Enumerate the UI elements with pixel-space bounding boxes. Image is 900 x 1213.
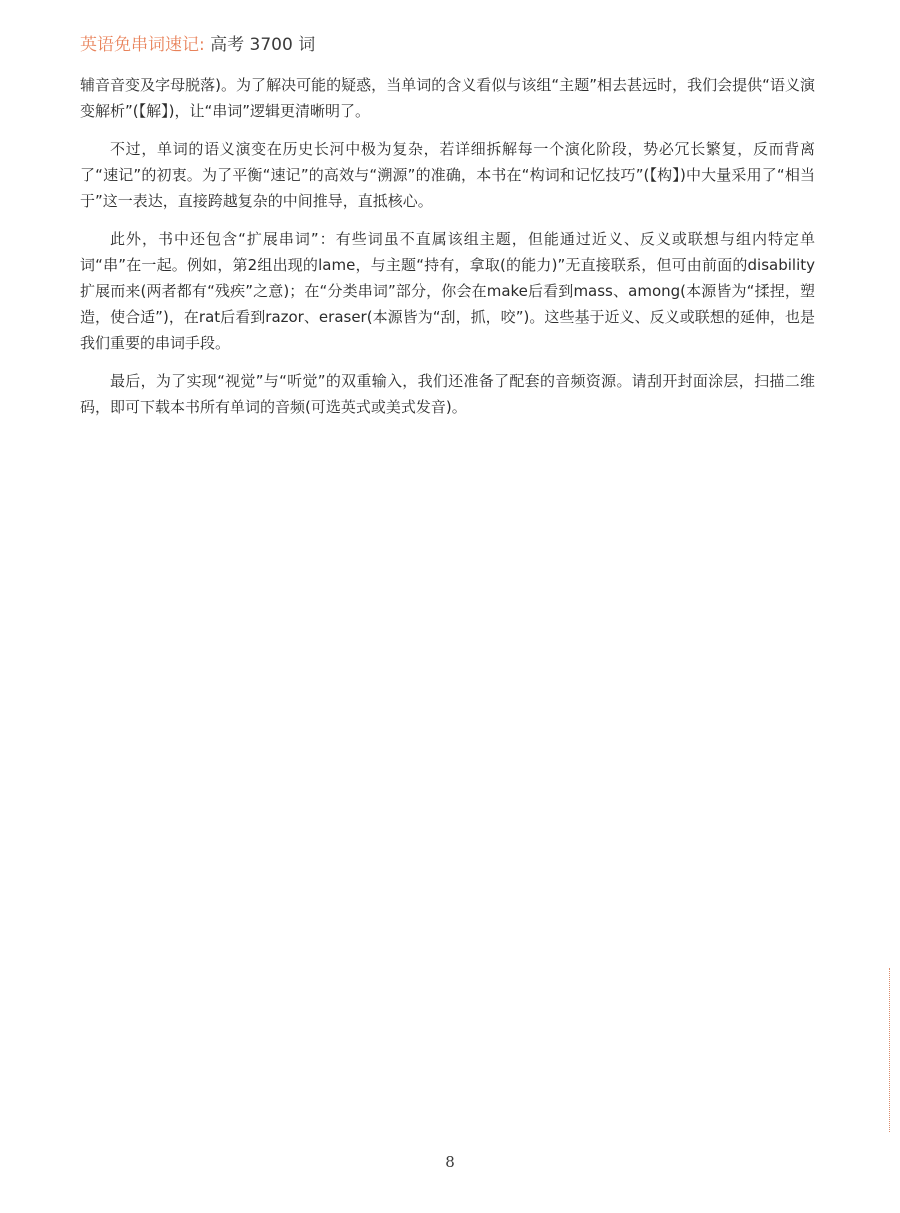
- page-number: 8: [445, 1153, 455, 1171]
- book-series-title: 英语免串词速记:: [80, 35, 205, 55]
- page-edge-dotted-line: [889, 968, 890, 1132]
- paragraph: 不过，单词的语义演变在历史长河中极为复杂，若详细拆解每一个演化阶段，势必冗长繁复，反而背离了“速记”的初衷。为了平衡“速记”的高效与“溯源”的准确，本书在“构词和记忆技巧”(【构】)中大量采用了“相当于”这一表达，直接跨越复杂的中间推导，直抵核心。: [80, 140, 815, 210]
- book-volume-title: 高考 3700 词: [210, 35, 316, 55]
- paragraph: 最后，为了实现“视觉”与“听觉”的双重输入，我们还准备了配套的音频资源。请刮开封面涂层，扫描二维码，即可下载本书所有单词的音频(可选英式或美式发音)。: [80, 372, 815, 416]
- running-header: [80, 34, 315, 56]
- paragraph-continued: 辅音音变及字母脱落)。为了解决可能的疑惑，当单词的含义看似与该组“主题”相去甚远时，我们会提供“语义演变解析”(【解】)，让“串词”逻辑更清晰明了。: [80, 76, 815, 120]
- body-text: [80, 72, 815, 432]
- paragraph: 此外，书中还包含“扩展串词”：有些词虽不直属该组主题，但能通过近义、反义或联想与组内特定单词“串”在一起。例如，第2组出现的lame，与主题“持有，拿取(的能力)”无直接联系，但可由前面的disability扩展而来(两者都有“残疾”之意)；在“分类串词”部分，你会在make后看到mass、among(本源皆为“揉捏，塑造，使合适”)，在rat后看到razor、eraser(本源皆为“刮，抓，咬”)。这些基于近义、反义或联想的延伸，也是我们重要的串词手段。: [80, 230, 815, 352]
